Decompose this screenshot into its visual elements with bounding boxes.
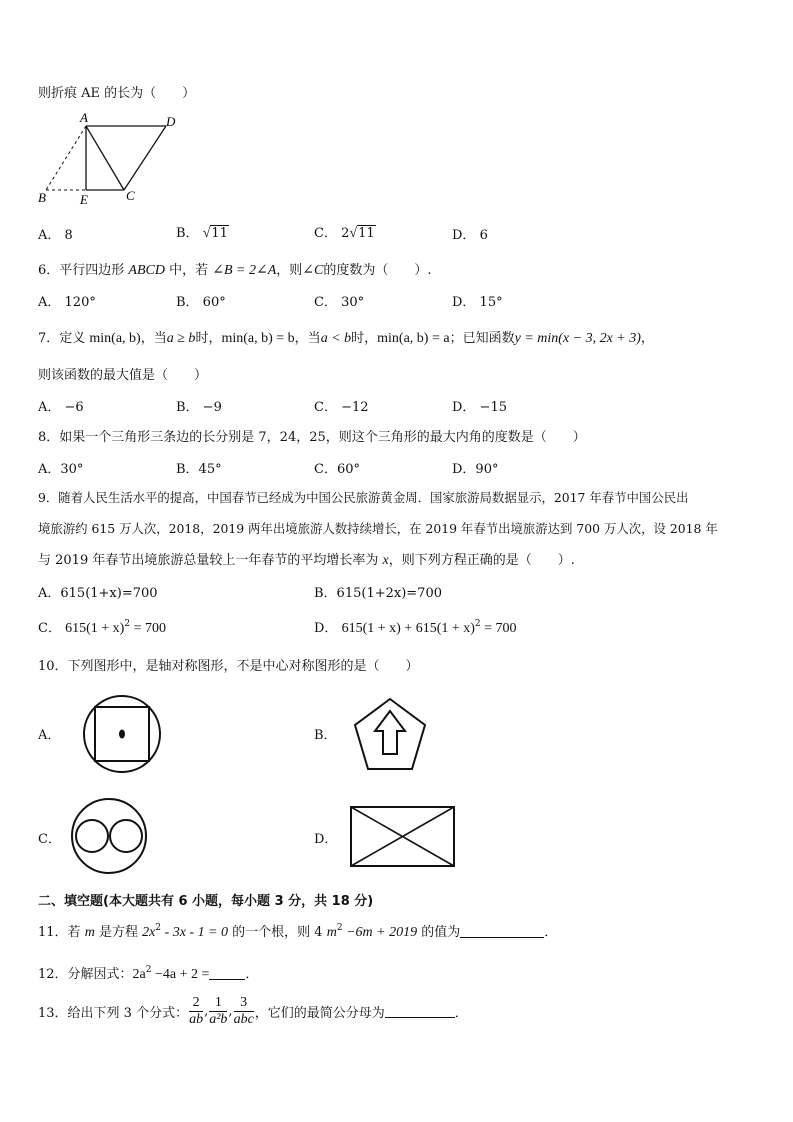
q10-stem: 10．下列图形中，是轴对称图形，不是中心对称图形的是（ ） bbox=[38, 659, 419, 674]
q8-option-c: C．60° bbox=[314, 462, 360, 477]
q9-option-d: D． $615(1 + x) + 615(1 + x)^2 = 700$ bbox=[314, 619, 517, 636]
q6-option-b: B． 60° bbox=[176, 295, 226, 310]
q10-figure-c-circle-two-circles bbox=[70, 798, 150, 878]
q9-line2: 境旅游约 615 万人次，2018，2019 两年出境旅游人数持续增长，在 2019 年春节出境旅游达到 700 万人次，设 2018 年 bbox=[38, 521, 718, 536]
q13-fraction-1: $\frac{2}{ab}$ bbox=[189, 995, 204, 1027]
q5-option-c: C． 2√11 bbox=[314, 226, 375, 241]
q7-option-d: D． −15 bbox=[452, 400, 507, 415]
q9-option-c: C． $615(1 + x)^2 = 700$ bbox=[38, 619, 166, 636]
q9-option-b: B．615(1+2x)=700 bbox=[314, 586, 442, 601]
q6-option-a: A． 120° bbox=[38, 295, 96, 310]
q6-option-d: D． 15° bbox=[452, 295, 503, 310]
q5-stem: 则折痕 AE 的长为（ ） bbox=[38, 86, 196, 101]
q12-stem: 12．分解因式：$2a^2 -4a + 2$ = ． bbox=[38, 965, 259, 982]
q7-option-a: A． −6 bbox=[38, 400, 84, 415]
q10-figure-a-circle-square-dot bbox=[82, 694, 162, 774]
q5-segment-dc bbox=[124, 126, 166, 190]
q7-option-b: B． −9 bbox=[176, 400, 222, 415]
q10-figure-b-pentagon-arrow bbox=[352, 696, 428, 776]
q11-answer-blank[interactable] bbox=[460, 925, 544, 938]
q13-fraction-2: $\frac{1}{\text{a²b}}$ bbox=[209, 995, 228, 1027]
q8-option-d: D．90° bbox=[452, 462, 499, 477]
q13-answer-blank[interactable] bbox=[385, 1005, 455, 1018]
q10-figure-d-rectangle-cross bbox=[350, 806, 456, 868]
q6-stem: 6．平行四边形 ABCD 中，若 ∠B = 2∠A，则∠C的度数为（ ）. bbox=[38, 263, 432, 278]
q5-segment-ac bbox=[86, 126, 124, 190]
q10-option-b-label: B． bbox=[314, 728, 337, 743]
q5-label-d: D bbox=[166, 114, 176, 129]
q5-figure-rhombus bbox=[40, 110, 180, 210]
q13-fraction-3: $\frac{3}{\text{abc}}$ bbox=[233, 995, 254, 1027]
q5-label-e: E bbox=[80, 192, 88, 207]
q11-stem: 11．若 m 是方程 $2x^2 - 3x - 1 = 0$ 的一个根，则 4 $m^2 -6m + 2019$ 的值为 ． bbox=[38, 923, 558, 940]
q5-dashed-ab bbox=[46, 126, 86, 190]
q12-answer-blank[interactable] bbox=[209, 967, 245, 980]
q5-option-a: A． 8 bbox=[38, 228, 73, 243]
q5-label-a: A bbox=[80, 110, 88, 125]
q10-option-c-label: C． bbox=[38, 832, 61, 847]
q13-stem: 13．给出下列 3 个分式： $\frac{2}{ab}$ , $\frac{1}{\text{a²b}}$ , $\frac{3}{\text{abc}}$ ，它们的最简公分母为 ． bbox=[38, 995, 468, 1027]
section2-title: 二、填空题(本大题共有 6 小题，每小题 3 分，共 18 分) bbox=[38, 894, 374, 909]
q6-option-c: C． 30° bbox=[314, 295, 365, 310]
q8-stem: 8．如果一个三角形三条边的长分别是 7，24，25，则这个三角形的最大内角的度数是（ ） bbox=[38, 430, 586, 445]
q5-label-b: B bbox=[38, 190, 46, 205]
q7-line1: 7．定义 min(a, b)，当a ≥ b时，min(a, b) = b，当a < b时，min(a, b) = a；已知函数y = min(x − 3, 2x + 3)， bbox=[38, 331, 654, 346]
q5-option-d: D． 6 bbox=[452, 228, 488, 243]
q7-line2: 则该函数的最大值是（ ） bbox=[38, 368, 208, 383]
q9-line1: 9．随着人民生活水平的提高，中国春节已经成为中国公民旅游黄金周．国家旅游局数据显示，2017 年春节中国公民出 bbox=[38, 490, 689, 505]
q9-line3: 与 2019 年春节出境旅游总量较上一年春节的平均增长率为 x，则下列方程正确的是（ ）. bbox=[38, 553, 575, 568]
q7-option-c: C． −12 bbox=[314, 400, 369, 415]
q5-label-c: C bbox=[126, 188, 135, 203]
q10-option-a-label: A． bbox=[38, 728, 61, 743]
q5-option-b: B． √11 bbox=[176, 226, 228, 241]
q8-option-b: B．45° bbox=[176, 462, 222, 477]
q10-option-d-label: D． bbox=[314, 832, 338, 847]
q9-option-a: A．615(1+x)=700 bbox=[38, 586, 158, 601]
q8-option-a: A．30° bbox=[38, 462, 84, 477]
